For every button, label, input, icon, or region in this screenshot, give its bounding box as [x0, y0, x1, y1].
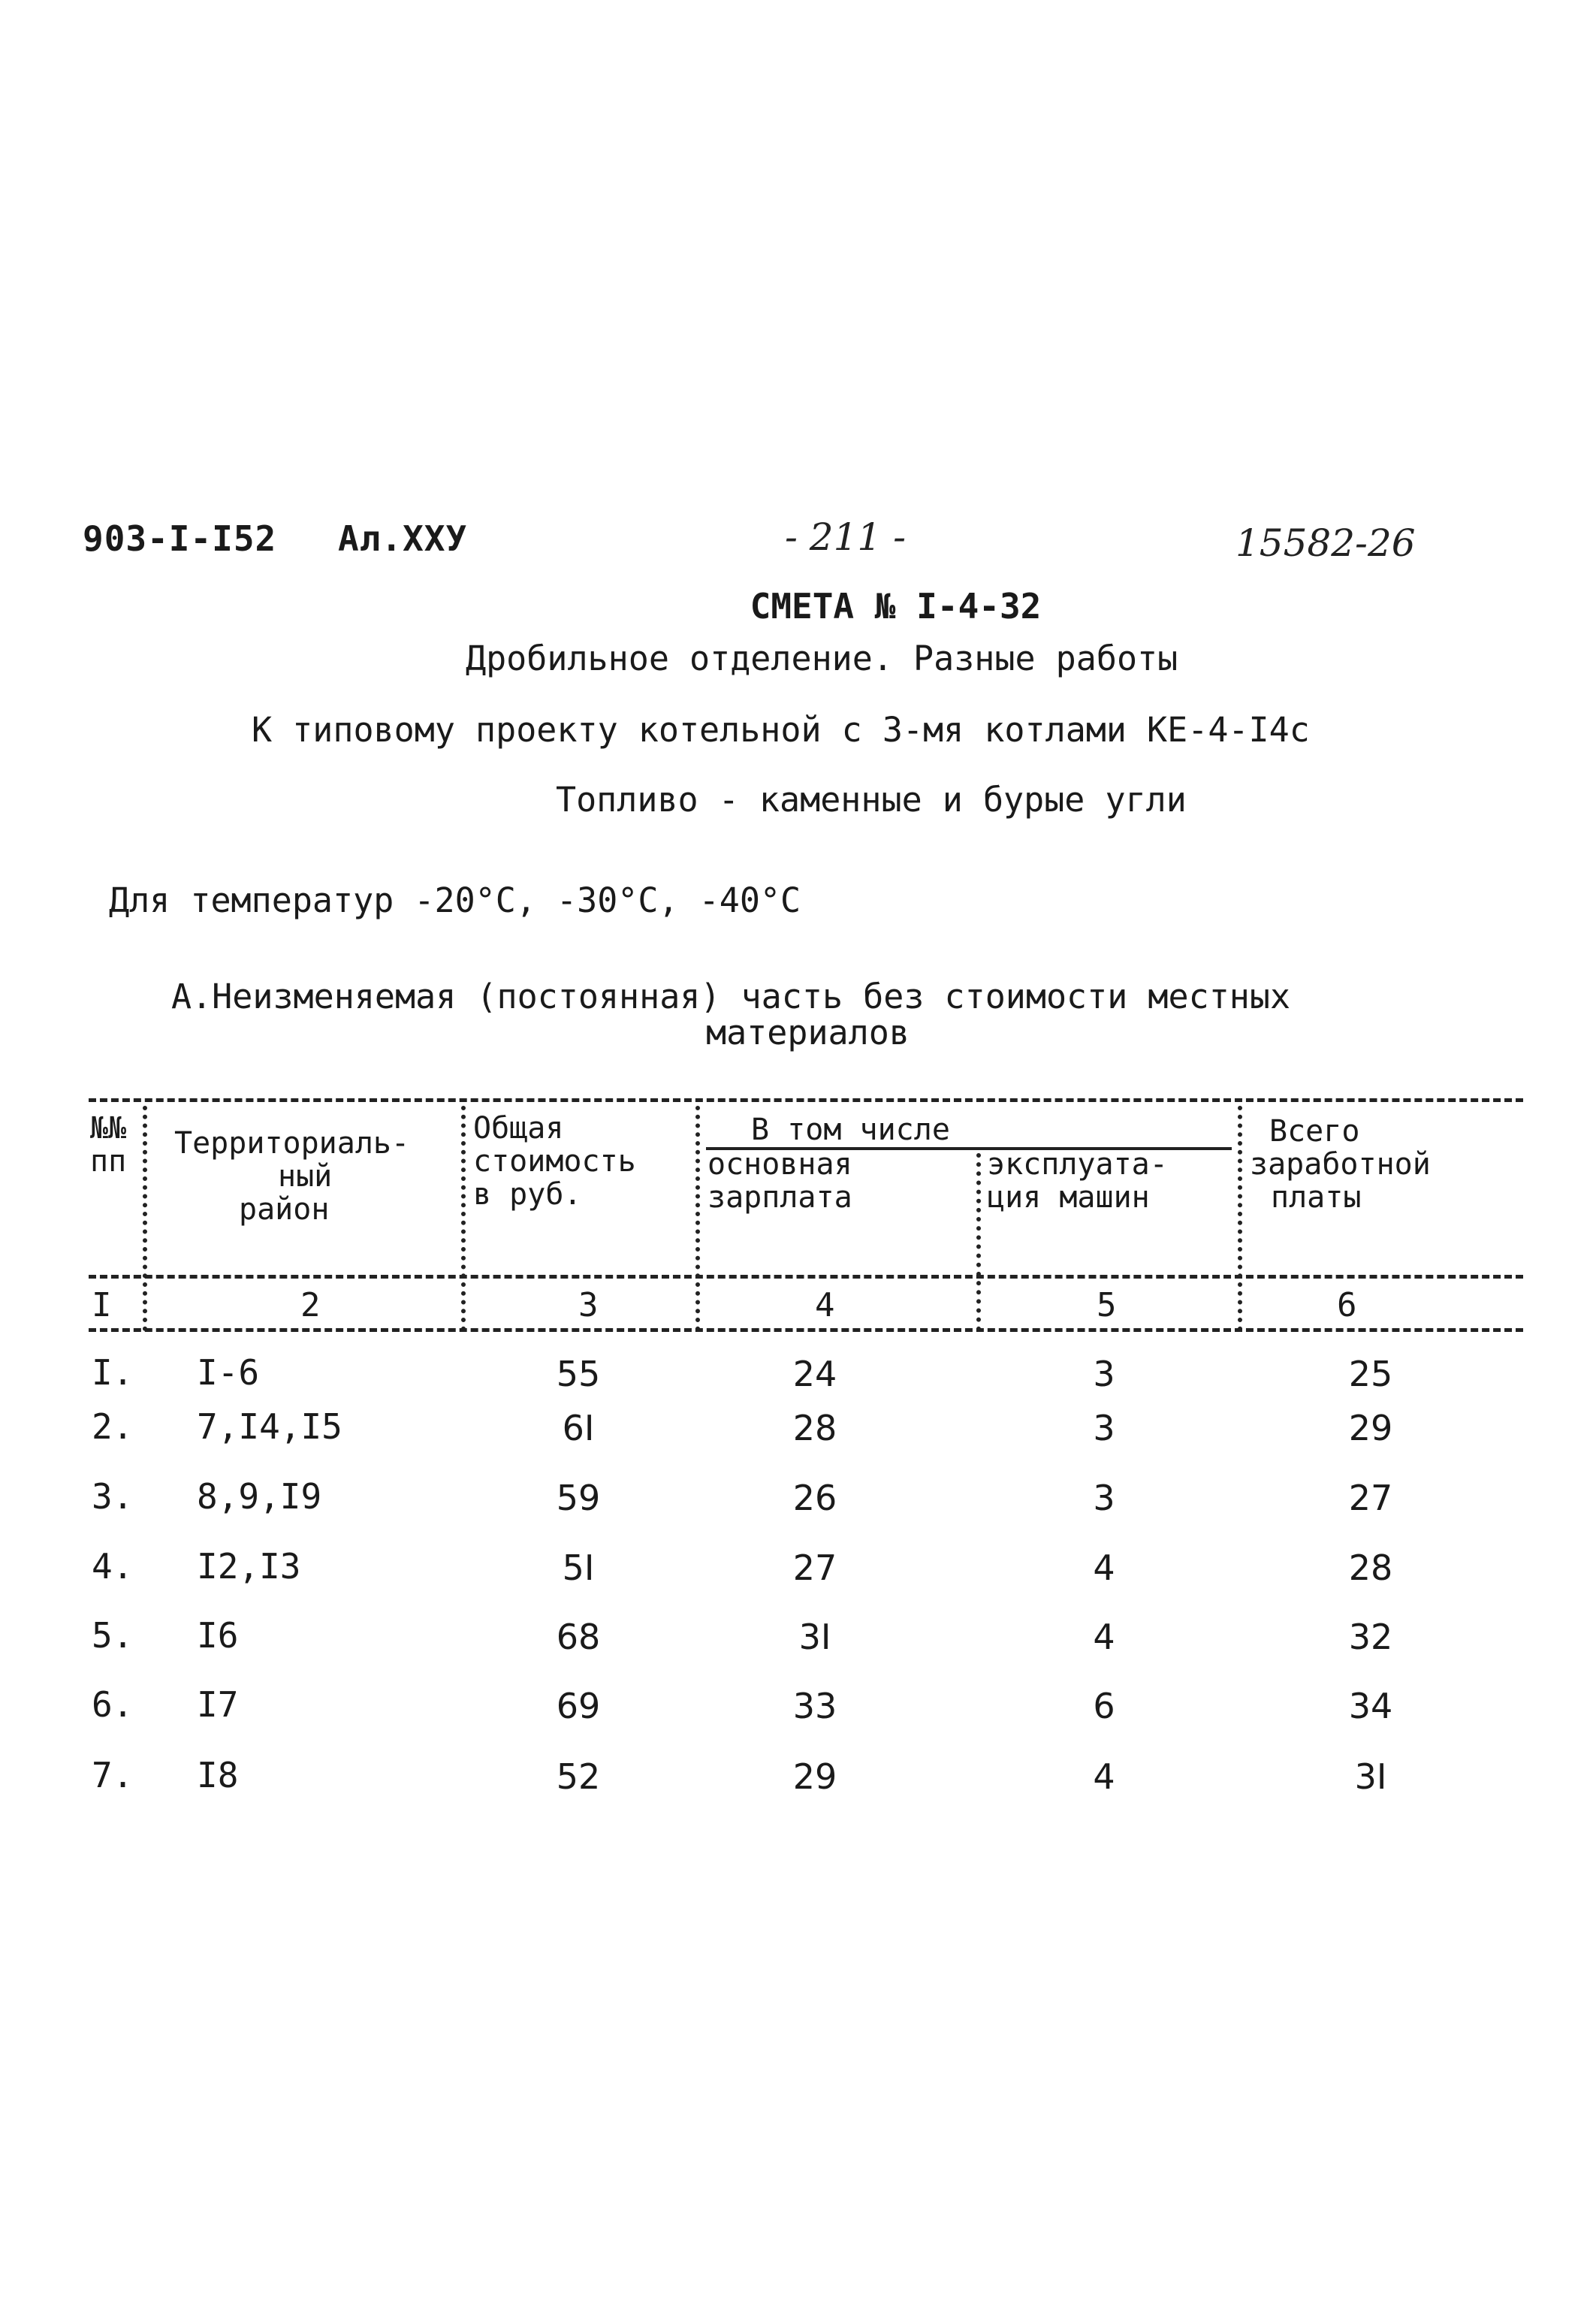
- header-number-line2: пп: [90, 1144, 127, 1179]
- smeta-title: СМЕТА № I-4-32: [750, 586, 1042, 627]
- row-total-wages: 34: [1348, 1686, 1393, 1726]
- row-number: 5.: [92, 1615, 134, 1656]
- album-number: Ал.XXУ: [338, 518, 468, 559]
- row-total-wages: 27: [1348, 1478, 1393, 1518]
- row-number: 2.: [92, 1406, 134, 1447]
- row-total-cost: 68: [556, 1617, 601, 1657]
- row-total-wages: 3I: [1354, 1756, 1387, 1797]
- section-title-line1: А.Неизменяемая (постоянная) часть без стоимости местных: [171, 977, 1291, 1016]
- row-base-salary: 27: [792, 1548, 837, 1588]
- header-region-line2: ный: [278, 1159, 333, 1194]
- row-machine-operation: 3: [1093, 1354, 1115, 1394]
- row-total-wages: 32: [1348, 1617, 1393, 1657]
- row-machine-operation: 4: [1093, 1617, 1115, 1657]
- section-title-line2: материалов: [706, 1013, 910, 1052]
- col-separator-5: [1238, 1106, 1242, 1331]
- header-wages-line2: заработной: [1250, 1147, 1431, 1182]
- row-number: 3.: [92, 1476, 134, 1517]
- col-separator-4: [976, 1153, 981, 1331]
- column-number-5: 5: [1097, 1286, 1117, 1324]
- row-base-salary: 3I: [798, 1617, 831, 1657]
- header-total-line1: Общая: [473, 1111, 564, 1146]
- row-total-cost: 52: [556, 1756, 601, 1797]
- row-base-salary: 26: [792, 1478, 837, 1518]
- row-base-salary: 29: [792, 1756, 837, 1797]
- header-bottom-rule: [89, 1275, 1523, 1279]
- row-base-salary: 33: [792, 1686, 837, 1726]
- header-machines-line1: эксплуата-: [987, 1147, 1168, 1182]
- row-total-wages: 28: [1348, 1548, 1393, 1588]
- row-total-cost: 69: [556, 1686, 601, 1726]
- row-region: 8,9,I9: [197, 1476, 322, 1517]
- project-line: К типовому проекту котельной с 3-мя котлами КЕ-4-I4с: [252, 710, 1310, 750]
- row-machine-operation: 6: [1093, 1686, 1115, 1726]
- header-wages-line1: Всего: [1269, 1114, 1360, 1149]
- header-region-line3: район: [239, 1192, 330, 1227]
- col-separator-1: [143, 1106, 147, 1331]
- row-number: 7.: [92, 1755, 134, 1795]
- row-total-wages: 29: [1348, 1408, 1393, 1448]
- row-region: 7,I4,I5: [197, 1406, 342, 1447]
- row-machine-operation: 3: [1093, 1408, 1115, 1448]
- header-total-line2: стоимость: [473, 1144, 636, 1179]
- row-machine-operation: 3: [1093, 1478, 1115, 1518]
- row-base-salary: 24: [792, 1354, 837, 1394]
- table-top-rule: [89, 1098, 1523, 1102]
- header-region-line1: Территориаль-: [174, 1126, 410, 1161]
- row-total-wages: 25: [1348, 1354, 1393, 1394]
- row-region: I7: [197, 1684, 239, 1725]
- row-region: I-6: [197, 1352, 260, 1393]
- column-number-6: 6: [1337, 1286, 1357, 1324]
- row-total-cost: 59: [556, 1478, 601, 1518]
- row-region: I8: [197, 1755, 239, 1795]
- column-numbers-rule: [89, 1328, 1523, 1332]
- header-machines-line2: ция машин: [987, 1180, 1150, 1215]
- row-number: 6.: [92, 1684, 134, 1725]
- temperatures-line: Для температур -20°С, -30°С, -40°С: [109, 880, 801, 920]
- header-salary-line1: основная: [707, 1147, 852, 1182]
- row-base-salary: 28: [792, 1408, 837, 1448]
- page-number: - 211 -: [785, 515, 907, 559]
- row-total-cost: 6I: [562, 1408, 595, 1448]
- subtitle: Дробильное отделение. Разные работы: [466, 639, 1178, 678]
- row-region: I6: [197, 1615, 239, 1656]
- row-machine-operation: 4: [1093, 1548, 1115, 1588]
- header-total-line3: в руб.: [473, 1177, 582, 1212]
- row-number: 4.: [92, 1546, 134, 1587]
- handwritten-inventory-number: 15582-26: [1235, 521, 1416, 565]
- column-number-3: 3: [578, 1286, 599, 1324]
- fuel-line: Топливо - каменные и бурые угли: [556, 780, 1187, 820]
- column-number-2: 2: [300, 1286, 321, 1324]
- row-total-cost: 55: [556, 1354, 601, 1394]
- row-number: I.: [92, 1352, 134, 1393]
- col-separator-3: [695, 1106, 700, 1331]
- header-group-label: В том числе: [751, 1113, 950, 1147]
- row-region: I2,I3: [197, 1546, 301, 1587]
- column-number-1: I: [92, 1286, 112, 1324]
- header-wages-line3: платы: [1271, 1180, 1362, 1215]
- col-separator-2: [461, 1106, 466, 1331]
- header-number-line1: №№: [90, 1111, 127, 1146]
- column-number-4: 4: [815, 1286, 835, 1324]
- document-code: 903-I-I52: [83, 518, 277, 559]
- row-machine-operation: 4: [1093, 1756, 1115, 1797]
- row-total-cost: 5I: [562, 1548, 595, 1588]
- header-salary-line2: зарплата: [707, 1180, 852, 1215]
